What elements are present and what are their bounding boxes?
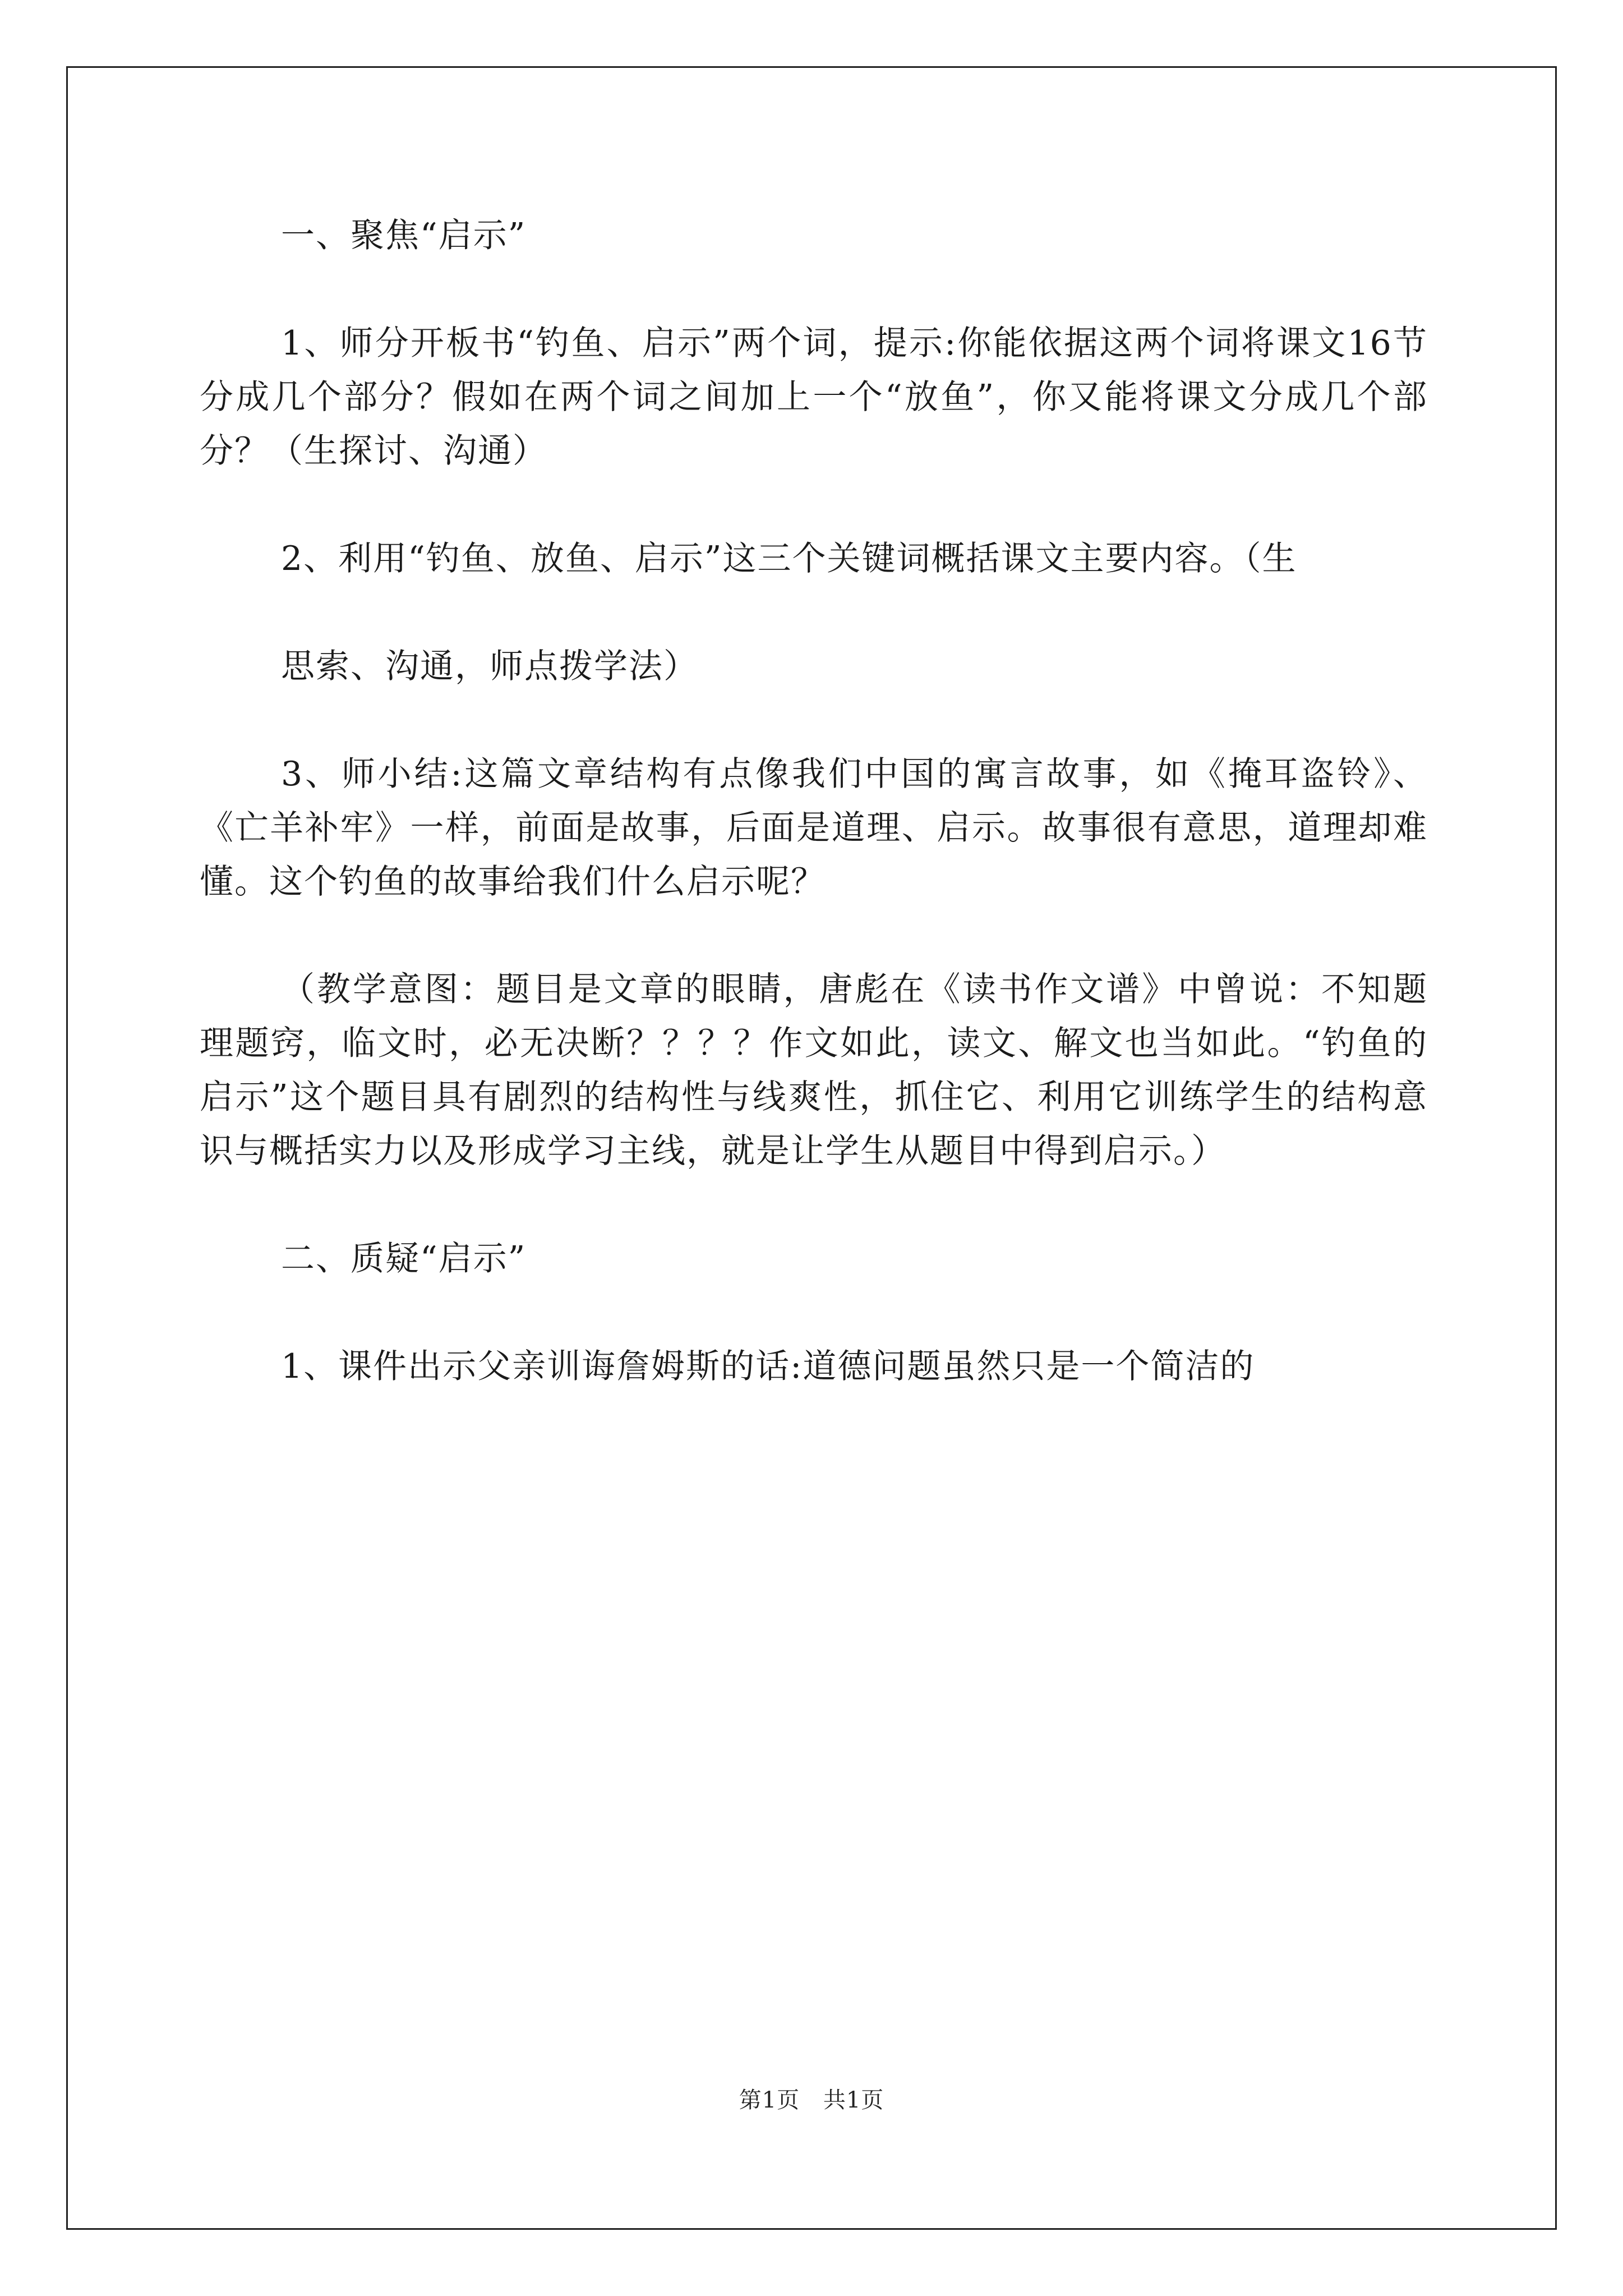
paragraph: 3、师小结:这篇文章结构有点像我们中国的寓言故事，如《掩耳盗铃》、《亡羊补牢》一样，前面是故事，后面是道理、启示。故事很有意思，道理却难懂。这个钓鱼的故事给我们什么启示呢？ [200, 754, 1428, 901]
page-number: 第1页 [739, 2087, 800, 2113]
section-heading-focus: 一、聚焦“启示” [281, 216, 527, 255]
section-heading-question: 二、质疑“启示” [281, 1239, 527, 1278]
paragraph: 2、利用“钓鱼、放鱼、启示”这三个关键词概括课文主要内容。（生 [281, 539, 1297, 578]
teaching-note: （教学意图：题目是文章的眼睛，唐彪在《读书作文谱》中曾说：不知题理题窍，临文时，必无决断？？？？作文如此，读文、解文也当如此。“钓鱼的启示”这个题目具有剧烈的结构性与线爽性，抓住它、利用它训练学生的结构意识与概括实力以及形成学习主线，就是让学生从题目中得到启示。） [200, 970, 1428, 1171]
page-footer [0, 2082, 1623, 2114]
page-total: 共1页 [823, 2087, 884, 2113]
paragraph: 1、课件出示父亲训诲詹姆斯的话:道德问题虽然只是一个简洁的 [281, 1347, 1255, 1386]
paragraph: 1、师分开板书“钓鱼、启示”两个词，提示:你能依据这两个词将课文16节分成几个部分？假如在两个词之间加上一个“放鱼”，你又能将课文分成几个部分？（生探讨、沟通） [200, 324, 1428, 471]
paragraph: 思索、沟通，师点拨学法） [281, 647, 698, 686]
document-body [200, 209, 1428, 1447]
